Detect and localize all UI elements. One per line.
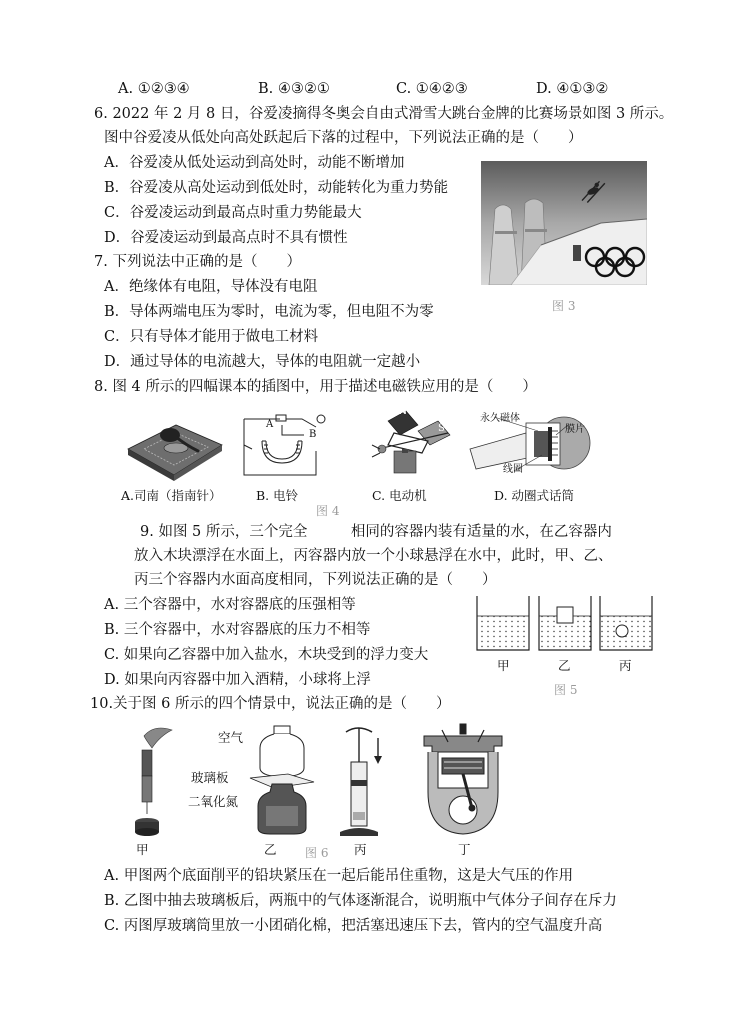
figure-5-label-yi: 乙 [558, 658, 571, 673]
q7-option-c: C．只有导体才能用于做电工材料 [104, 329, 319, 345]
figure-4b-electric-bell [236, 405, 332, 483]
prev-option-c: C. ①④②③ [396, 81, 468, 97]
figure-6b-label-air: 空气 [218, 730, 244, 745]
q9-option-a: A. 三个容器中，水对容器底的压强相等 [104, 597, 356, 613]
figure-4b-label-b: B [309, 429, 317, 440]
q9-stem-line3: 丙三个容器内水面高度相同，下列说法正确的是（ ） [134, 572, 497, 588]
figure-6a-caption: 甲 [136, 842, 149, 857]
figure-5-label-bing: 丙 [619, 658, 632, 673]
figure-5-label-jia: 甲 [497, 658, 510, 673]
figure-4c-label-n: N [398, 406, 408, 417]
prev-option-d: D. ④①③② [536, 81, 609, 97]
figure-6b-label-glass: 玻璃板 [191, 770, 229, 785]
prev-option-a: A. ①②③④ [118, 81, 190, 97]
prev-option-b: B. ④③②① [258, 81, 330, 97]
q7-stem: 7. 下列说法中正确的是（ ） [94, 254, 301, 270]
figure-3-ski-jump-photo [481, 161, 647, 285]
figure-6c-piston-cylinder [336, 722, 386, 840]
q6-option-c: C．谷爱凌运动到最高点时重力势能最大 [104, 205, 362, 221]
figure-6a-lead-blocks [120, 722, 180, 840]
q10-option-a: A. 甲图两个底面削平的铅块紧压在一起后能吊住重物，这是大气压的作用 [104, 868, 574, 884]
q10-option-b: B. 乙图中抽去玻璃板后，两瓶中的气体逐渐混合，说明瓶中气体分子间存在斥力 [104, 893, 617, 909]
figure-6b-label-no2: 二氧化氮 [188, 794, 239, 809]
q9-stem-line1: 9. 如图 5 所示，三个完全 相同的容器内装有适量的水，在乙容器内 [140, 524, 612, 540]
figure-4b-label-a: A [266, 419, 274, 430]
figure-6b-caption: 乙 [264, 842, 277, 857]
figure-4b-caption: B. 电铃 [256, 488, 299, 503]
figure-3-label: 图 3 [552, 299, 576, 313]
figure-5-label: 图 5 [554, 683, 578, 697]
q7-option-b: B．导体两端电压为零时，电流为零，但电阻不为零 [104, 304, 434, 320]
q10-stem: 10.关于图 6 所示的四个情景中，说法正确的是（ ） [90, 696, 451, 712]
figure-4c-electric-motor [358, 405, 458, 483]
q7-option-a: A．绝缘体有电阻，导体没有电阻 [104, 279, 318, 295]
figure-6b-gas-diffusion [248, 722, 316, 840]
figure-4a-compass-spoon [124, 405, 224, 483]
figure-4d-label-diaphragm: 膜片 [565, 424, 585, 435]
figure-6c-caption: 丙 [354, 842, 367, 857]
q9-option-b: B. 三个容器中，水对容器底的压力不相等 [104, 622, 371, 638]
figure-4d-label-magnet: 永久磁体 [480, 413, 520, 424]
figure-6d-engine [418, 722, 508, 840]
q6-option-b: B．谷爱凌从高处运动到低处时，动能转化为重力势能 [104, 180, 449, 196]
q10-option-c: C. 丙图厚玻璃筒里放一小团硝化棉，把活塞迅速压下去，管内的空气温度升高 [104, 918, 603, 934]
q6-stem-line1: 6. 2022 年 2 月 8 日，谷爱凌摘得冬奥会自由式滑雪大跳台金牌的比赛场景如图 3 所示。 [94, 106, 674, 122]
figure-6d-caption: 丁 [458, 842, 471, 857]
figure-4d-caption: D. 动圈式话筒 [494, 488, 575, 503]
q9-option-d: D. 如果向丙容器中加入酒精，小球将上浮 [104, 672, 371, 688]
q6-option-a: A．谷爱凌从低处运动到高处时，动能不断增加 [104, 155, 405, 171]
figure-4-label: 图 4 [316, 504, 340, 518]
q6-option-d: D．谷爱凌运动到最高点时不具有惯性 [104, 230, 348, 246]
q6-stem-line2: 图中谷爱凌从低处向高处跃起后下落的过程中，下列说法正确的是（ ） [104, 130, 583, 146]
figure-5-containers [474, 594, 658, 654]
figure-4a-caption: A.司南（指南针） [121, 488, 222, 503]
q9-option-c: C. 如果向乙容器中加入盐水，木块受到的浮力变大 [104, 647, 429, 663]
q7-option-d: D．通过导体的电流越大，导体的电阻就一定越小 [104, 354, 421, 370]
figure-6-label: 图 6 [305, 846, 329, 860]
figure-4c-label-s: S [438, 423, 445, 434]
q9-stem-line2: 放入木块漂浮在水面上，丙容器内放一个小球悬浮在水中，此时，甲、乙、 [134, 548, 613, 564]
figure-4d-label-coil: 线圈 [503, 464, 523, 475]
q8-stem: 8. 图 4 所示的四幅课本的插图中，用于描述电磁铁应用的是（ ） [94, 379, 537, 395]
figure-4c-caption: C. 电动机 [372, 488, 427, 503]
